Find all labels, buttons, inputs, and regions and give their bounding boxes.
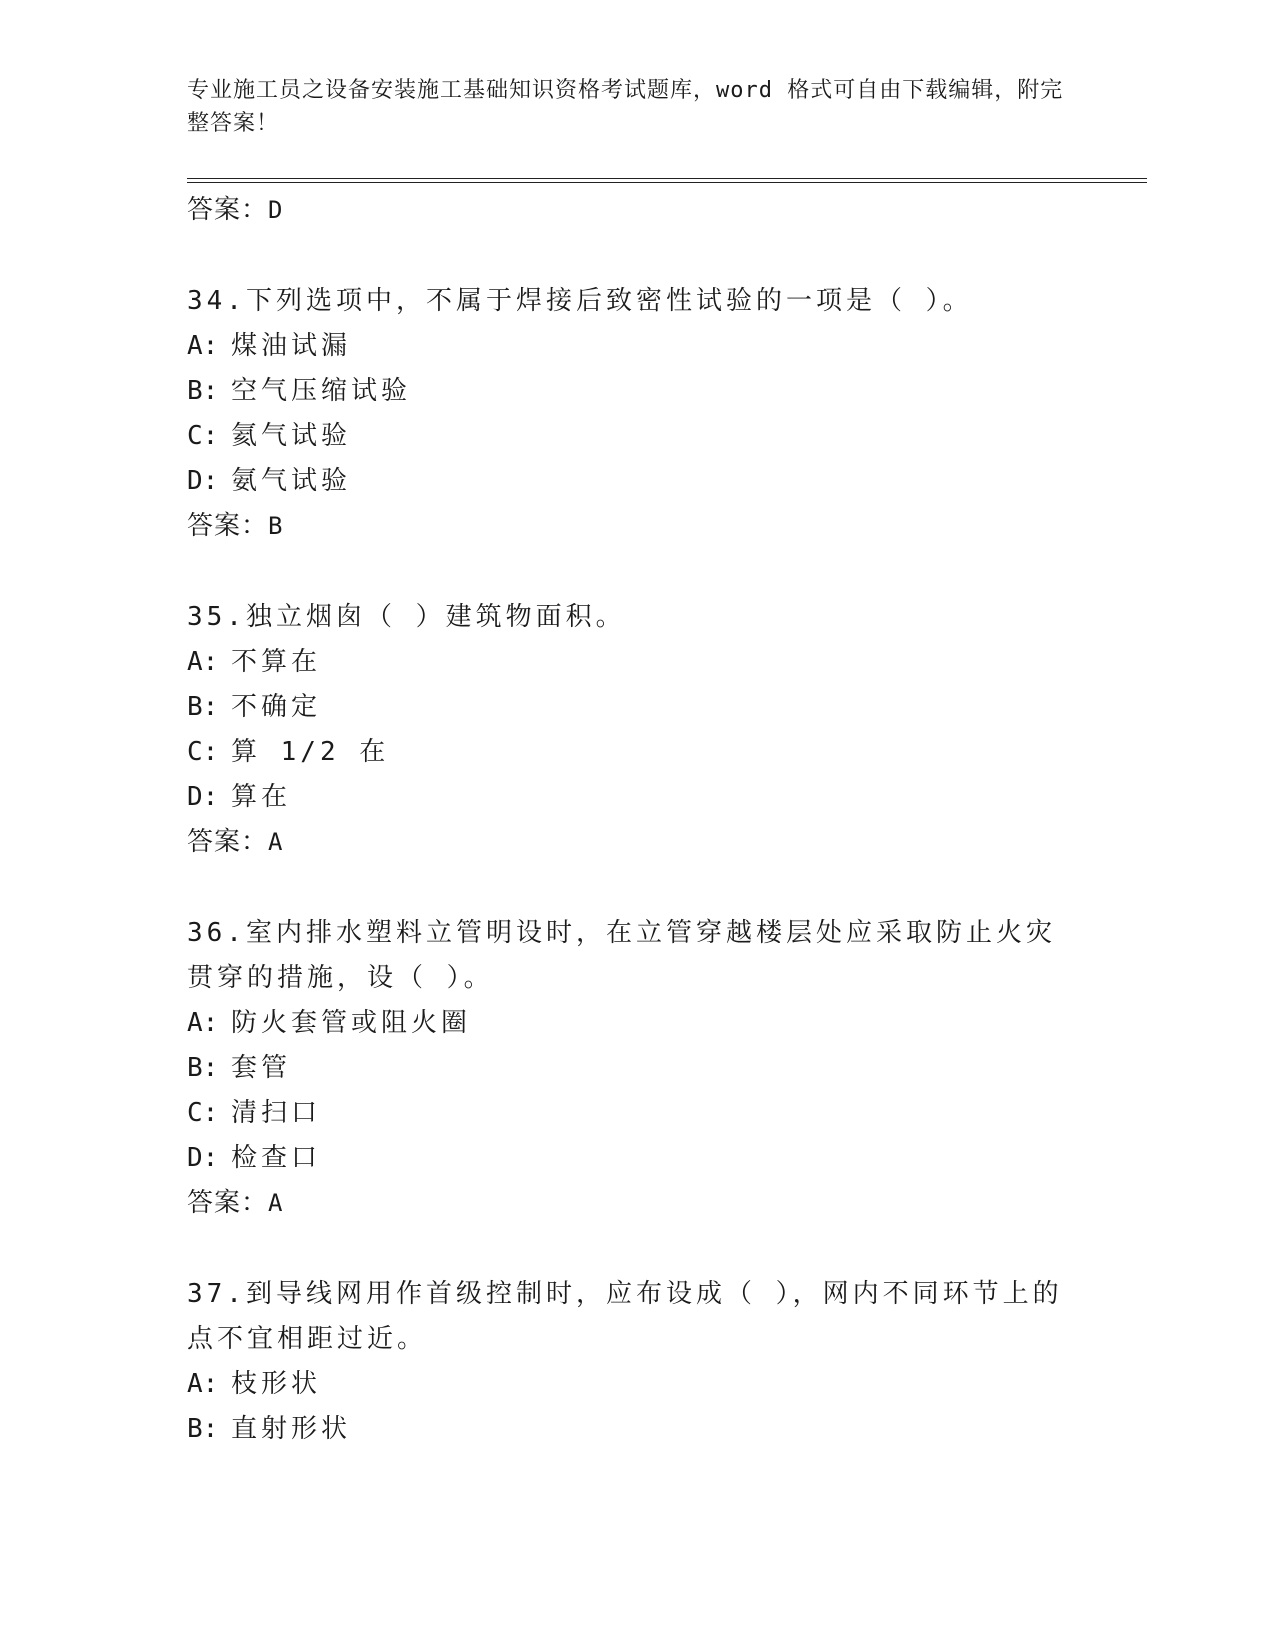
option-key: B: (187, 1414, 219, 1444)
option-text: 不确定 (231, 692, 322, 722)
option-key: C: (187, 1098, 219, 1128)
option-text: 检查口 (231, 1143, 322, 1173)
question-stem: 35.独立烟囱（ ）建筑物面积。 (187, 602, 626, 632)
option-text: 套管 (231, 1053, 292, 1083)
question-block (187, 1272, 1147, 1452)
option-a (187, 640, 1147, 685)
answer-label: 答案： (187, 1188, 269, 1218)
option-key: C: (187, 421, 219, 451)
answer-value: B (268, 512, 284, 540)
option-b (187, 1046, 1147, 1091)
option-b (187, 1407, 1147, 1452)
question-stem: 36.室内排水塑料立管明设时，在立管穿越楼层处应采取防止火灾贯穿的措施，设（ ）。 (187, 918, 1056, 993)
option-b (187, 685, 1147, 730)
option-d (187, 1136, 1147, 1181)
option-d (187, 459, 1147, 504)
option-c (187, 414, 1147, 459)
option-key: B: (187, 1053, 219, 1083)
option-a (187, 1362, 1147, 1407)
option-key: A: (187, 647, 219, 677)
option-text: 防火套管或阻火圈 (231, 1008, 472, 1038)
option-text: 氨气试验 (231, 466, 352, 496)
option-text: 氦气试验 (231, 421, 352, 451)
option-key: D: (187, 782, 219, 812)
option-key: C: (187, 737, 219, 767)
question-block (187, 595, 1147, 865)
answer-value: A (268, 828, 284, 856)
option-key: A: (187, 1008, 219, 1038)
header-divider (187, 178, 1147, 183)
option-text: 煤油试漏 (231, 331, 352, 361)
question-stem: 34.下列选项中，不属于焊接后致密性试验的一项是（ ）。 (187, 286, 973, 316)
answer-label: 答案： (187, 511, 269, 541)
option-a (187, 1001, 1147, 1046)
answer-value: A (268, 1189, 284, 1217)
answer-line (187, 1181, 1147, 1226)
option-text: 直射形状 (231, 1414, 352, 1444)
answer-label: 答案： (187, 195, 269, 225)
answer-line (187, 504, 1147, 549)
option-key: D: (187, 466, 219, 496)
option-text: 清扫口 (231, 1098, 322, 1128)
document-header: 专业施工员之设备安装施工基础知识资格考试题库，word 格式可自由下载编辑，附完整答案！ (187, 78, 1064, 136)
option-text: 算在 (231, 782, 292, 812)
question-block (187, 911, 1147, 1226)
answer-label: 答案： (187, 827, 269, 857)
option-text: 枝形状 (231, 1369, 322, 1399)
question-list (187, 188, 1147, 1452)
option-c (187, 730, 1147, 775)
option-key: B: (187, 376, 219, 406)
question-block (187, 279, 1147, 549)
option-key: B: (187, 692, 219, 722)
option-text: 不算在 (231, 647, 322, 677)
option-a (187, 324, 1147, 369)
answer-line (187, 188, 1147, 233)
option-key: A: (187, 1369, 219, 1399)
document-page (187, 0, 1147, 1650)
answer-value: D (268, 196, 284, 224)
option-text: 空气压缩试验 (231, 376, 412, 406)
option-text: 算 1/2 在 (231, 737, 390, 767)
option-key: D: (187, 1143, 219, 1173)
option-b (187, 369, 1147, 414)
option-c (187, 1091, 1147, 1136)
option-key: A: (187, 331, 219, 361)
question-stem: 37.到导线网用作首级控制时，应布设成（ ），网内不同环节上的点不宜相距过近。 (187, 1279, 1063, 1354)
option-d (187, 775, 1147, 820)
answer-line (187, 820, 1147, 865)
